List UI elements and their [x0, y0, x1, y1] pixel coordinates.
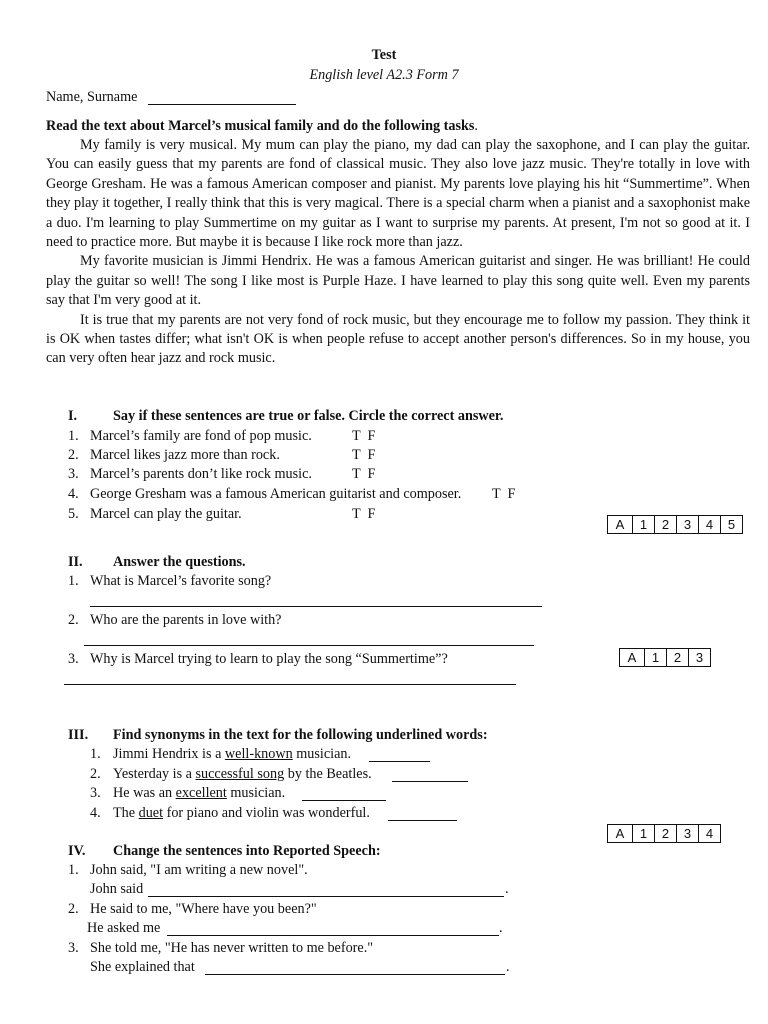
tf-choice[interactable]: T F — [352, 466, 376, 482]
tf-item-number: 1. — [68, 428, 79, 444]
synonym-item-number: 2. — [90, 766, 101, 782]
score-grid-section-1 — [607, 515, 743, 534]
reported-item-text: She told me, "He has never written to me before." — [90, 940, 374, 956]
question-text: Who are the parents in love with? — [90, 612, 282, 628]
score-cell[interactable]: 1 — [645, 649, 667, 666]
paragraph: It is true that my parents are not very fond of rock music, but they encourage me to follow my passion. They think it is OK when tastes differ; what isn't OK is when people refuse to accept another person's differences. So in my house, you can very often hear jazz and rock music. — [46, 311, 750, 367]
score-cell[interactable]: 2 — [655, 825, 677, 842]
score-cell: A — [620, 649, 645, 666]
synonym-item-number: 1. — [90, 746, 101, 762]
name-answer-line[interactable] — [148, 104, 296, 105]
question-number: 2. — [68, 612, 79, 628]
tf-item-number: 4. — [68, 486, 79, 502]
paragraph: My favorite musician is Jimmi Hendrix. He was a famous American guitarist and singer. He was brilliant! He could play the guitar so well! The song I like most is Purple Haze. I have learned to play this song quite well. Even my parents say that I'm very good at it. — [46, 253, 750, 309]
answer-line[interactable] — [64, 684, 516, 685]
score-grid-section-2 — [619, 648, 711, 667]
score-cell[interactable]: 4 — [699, 825, 721, 842]
score-cell[interactable]: 2 — [667, 649, 689, 666]
reported-answer-line[interactable] — [167, 935, 499, 936]
score-cell: A — [608, 825, 633, 842]
tf-item-number: 2. — [68, 447, 79, 463]
tf-item-number: 5. — [68, 506, 79, 522]
reported-lead: She explained that — [90, 959, 195, 975]
score-cell[interactable]: 3 — [689, 649, 711, 666]
synonym-answer-line[interactable] — [392, 781, 468, 782]
reported-answer-line[interactable] — [205, 974, 505, 975]
question-text: Why is Marcel trying to learn to play the song “Summertime”? — [90, 651, 448, 667]
tf-choice[interactable]: T F — [352, 447, 376, 463]
tf-choice[interactable]: T F — [352, 506, 376, 522]
reported-item-text: He said to me, "Where have you been?" — [90, 901, 317, 917]
score-cell[interactable]: 2 — [655, 516, 677, 533]
question-text: What is Marcel’s favorite song? — [90, 573, 272, 589]
question-number: 1. — [68, 573, 79, 589]
reported-answer-line[interactable] — [148, 896, 504, 897]
section-2-numeral: II. — [68, 554, 83, 570]
synonym-answer-line[interactable] — [388, 820, 457, 821]
line-end-period: . — [499, 920, 503, 936]
section-4-numeral: IV. — [68, 843, 86, 859]
reported-lead: John said — [90, 881, 144, 897]
synonym-item-number: 4. — [90, 805, 101, 821]
section-3-numeral: III. — [68, 727, 89, 743]
reported-item-number: 2. — [68, 901, 79, 917]
tf-item-text: George Gresham was a famous American guitarist and composer. — [90, 486, 462, 502]
section-3-heading: Find synonyms in the text for the following underlined words: — [113, 727, 488, 743]
tf-choice[interactable]: T F — [492, 486, 516, 502]
score-cell[interactable]: 5 — [721, 516, 743, 533]
score-cell[interactable]: 3 — [677, 516, 699, 533]
line-end-period: . — [506, 959, 510, 975]
score-cell[interactable]: 1 — [633, 825, 655, 842]
paragraph: My family is very musical. My mum can play the piano, my dad can play the saxophone, and I can play the guitar. You can easily guess that my parents are fond of classical music. They also love jazz music. They're totally in love with George Gresham. He was a famous American composer and pianist. My parents love playing his hit “Summertime”. When they play it together, I really think that this is very magical. There is a special charm when a pianist and a saxophonist make a duo. I'm learning to play Summertime on my guitar as I want to surprise my parents. At present, I'm not so good at it. I need to practice more. But maybe it is because I like rock more than jazz. — [46, 137, 750, 251]
score-cell[interactable]: 4 — [699, 516, 721, 533]
section-4-heading: Change the sentences into Reported Speech: — [113, 843, 381, 859]
tf-item-text: Marcel’s family are fond of pop music. — [90, 428, 312, 444]
reading-text — [46, 136, 750, 369]
reading-instruction: Read the text about Marcel’s musical family and do the following tasks. — [46, 118, 478, 134]
page-title: Test — [371, 47, 397, 63]
tf-item-text: Marcel’s parents don’t like rock music. — [90, 466, 312, 482]
synonym-item: He was an excellent musician. — [113, 785, 289, 801]
tf-choice[interactable]: T F — [352, 428, 376, 444]
section-1-numeral: I. — [68, 408, 78, 424]
reported-item-text: John said, "I am writing a new novel". — [90, 862, 308, 878]
answer-line[interactable] — [84, 645, 534, 646]
page-subtitle: English level A2.3 Form 7 — [309, 67, 459, 83]
synonym-answer-line[interactable] — [369, 761, 430, 762]
reported-lead: He asked me — [87, 920, 161, 936]
reported-item-number: 3. — [68, 940, 79, 956]
tf-item-number: 3. — [68, 466, 79, 482]
synonym-answer-line[interactable] — [302, 800, 386, 801]
synonym-item: Yesterday is a successful song by the Beatles. — [113, 766, 376, 782]
score-grid-section-3 — [607, 824, 721, 843]
name-field-label: Name, Surname — [46, 89, 138, 105]
reported-item-number: 1. — [68, 862, 79, 878]
synonym-item-number: 3. — [90, 785, 101, 801]
section-2-heading: Answer the questions. — [113, 554, 246, 570]
synonym-item: Jimmi Hendrix is a well-known musician. — [113, 746, 355, 762]
answer-line[interactable] — [90, 606, 542, 607]
section-1-heading: Say if these sentences are true or false. Circle the correct answer. — [113, 408, 504, 424]
question-number: 3. — [68, 651, 79, 667]
synonym-item: The duet for piano and violin was wonderful. — [113, 805, 374, 821]
tf-item-text: Marcel can play the guitar. — [90, 506, 242, 522]
score-cell: A — [608, 516, 633, 533]
tf-item-text: Marcel likes jazz more than rock. — [90, 447, 280, 463]
score-cell[interactable]: 1 — [633, 516, 655, 533]
line-end-period: . — [505, 881, 509, 897]
score-cell[interactable]: 3 — [677, 825, 699, 842]
